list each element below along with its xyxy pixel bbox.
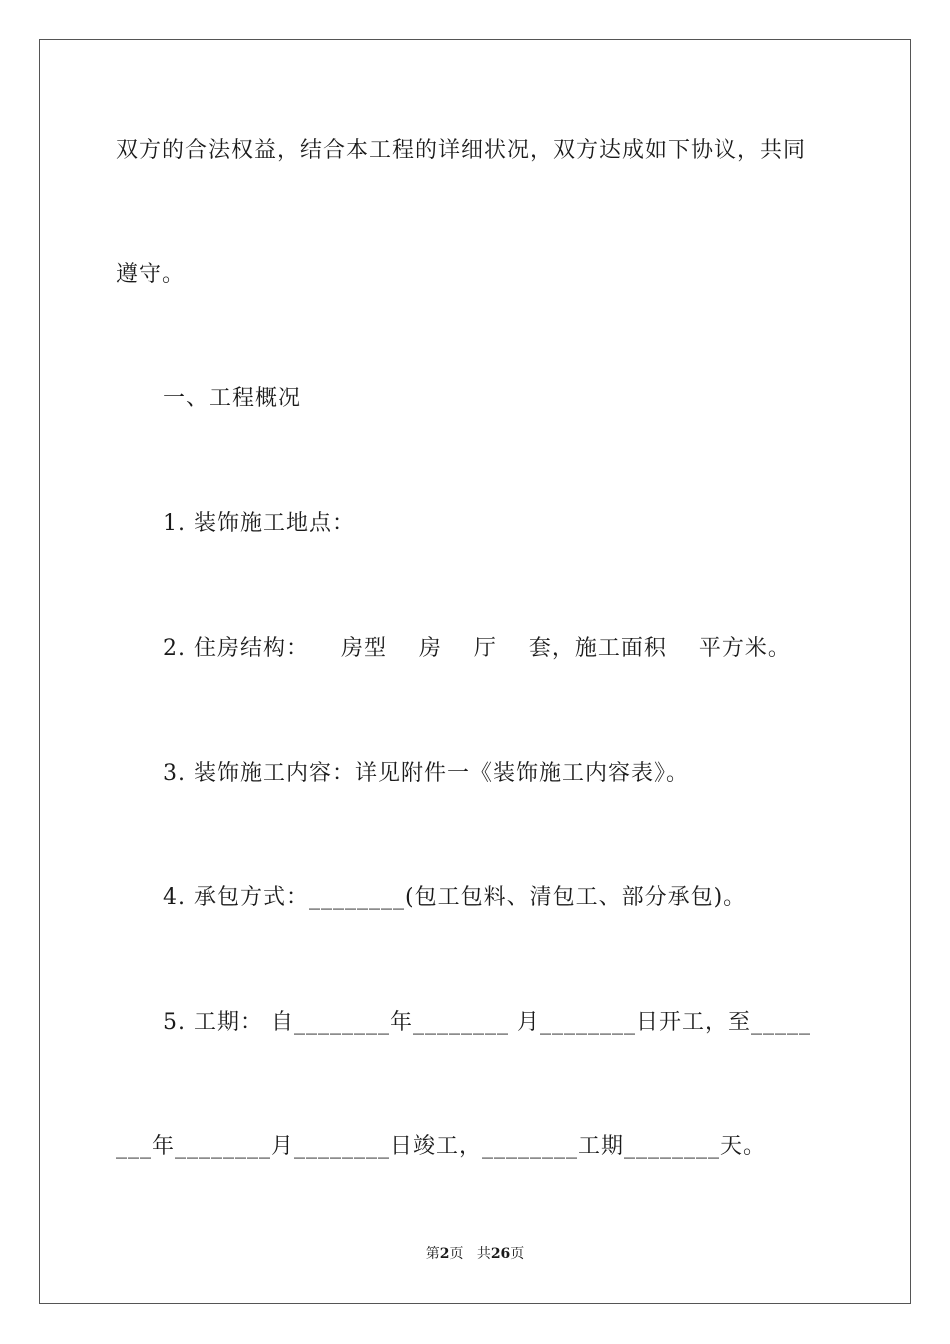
page-number: 2: [439, 1246, 450, 1262]
page-footer: [0, 1244, 950, 1264]
item-1-location: 1. 装饰施工地点：: [163, 511, 355, 536]
item-2-structure: 2. 住房结构： 房型 房 厅 套，施工面积 平方米。: [163, 636, 791, 661]
item-3-content: 3. 装饰施工内容：详见附件一《装饰施工内容表》。: [163, 761, 689, 786]
body-line-1: 双方的合法权益，结合本工程的详细状况，双方达成如下协议，共同: [116, 138, 807, 163]
item-5-schedule: 5. 工期： 自________年________ 月________日开工，至_____: [163, 1010, 811, 1035]
total-label-prefix: 共: [476, 1246, 491, 1262]
total-label-suffix: 页: [510, 1246, 525, 1262]
page-label-suffix: 页: [449, 1246, 464, 1262]
item-5-schedule-continued: ___年________月________日竣工，________工期________天。: [116, 1134, 767, 1159]
page-border: [39, 39, 911, 1304]
page-label-prefix: 第: [425, 1246, 440, 1262]
body-line-2: 遵守。: [116, 262, 186, 287]
total-pages: 26: [490, 1246, 511, 1262]
item-4-contract-mode: 4. 承包方式：________(包工包料、清包工、部分承包)。: [163, 885, 747, 910]
section-heading: 一、工程概况: [163, 386, 302, 411]
